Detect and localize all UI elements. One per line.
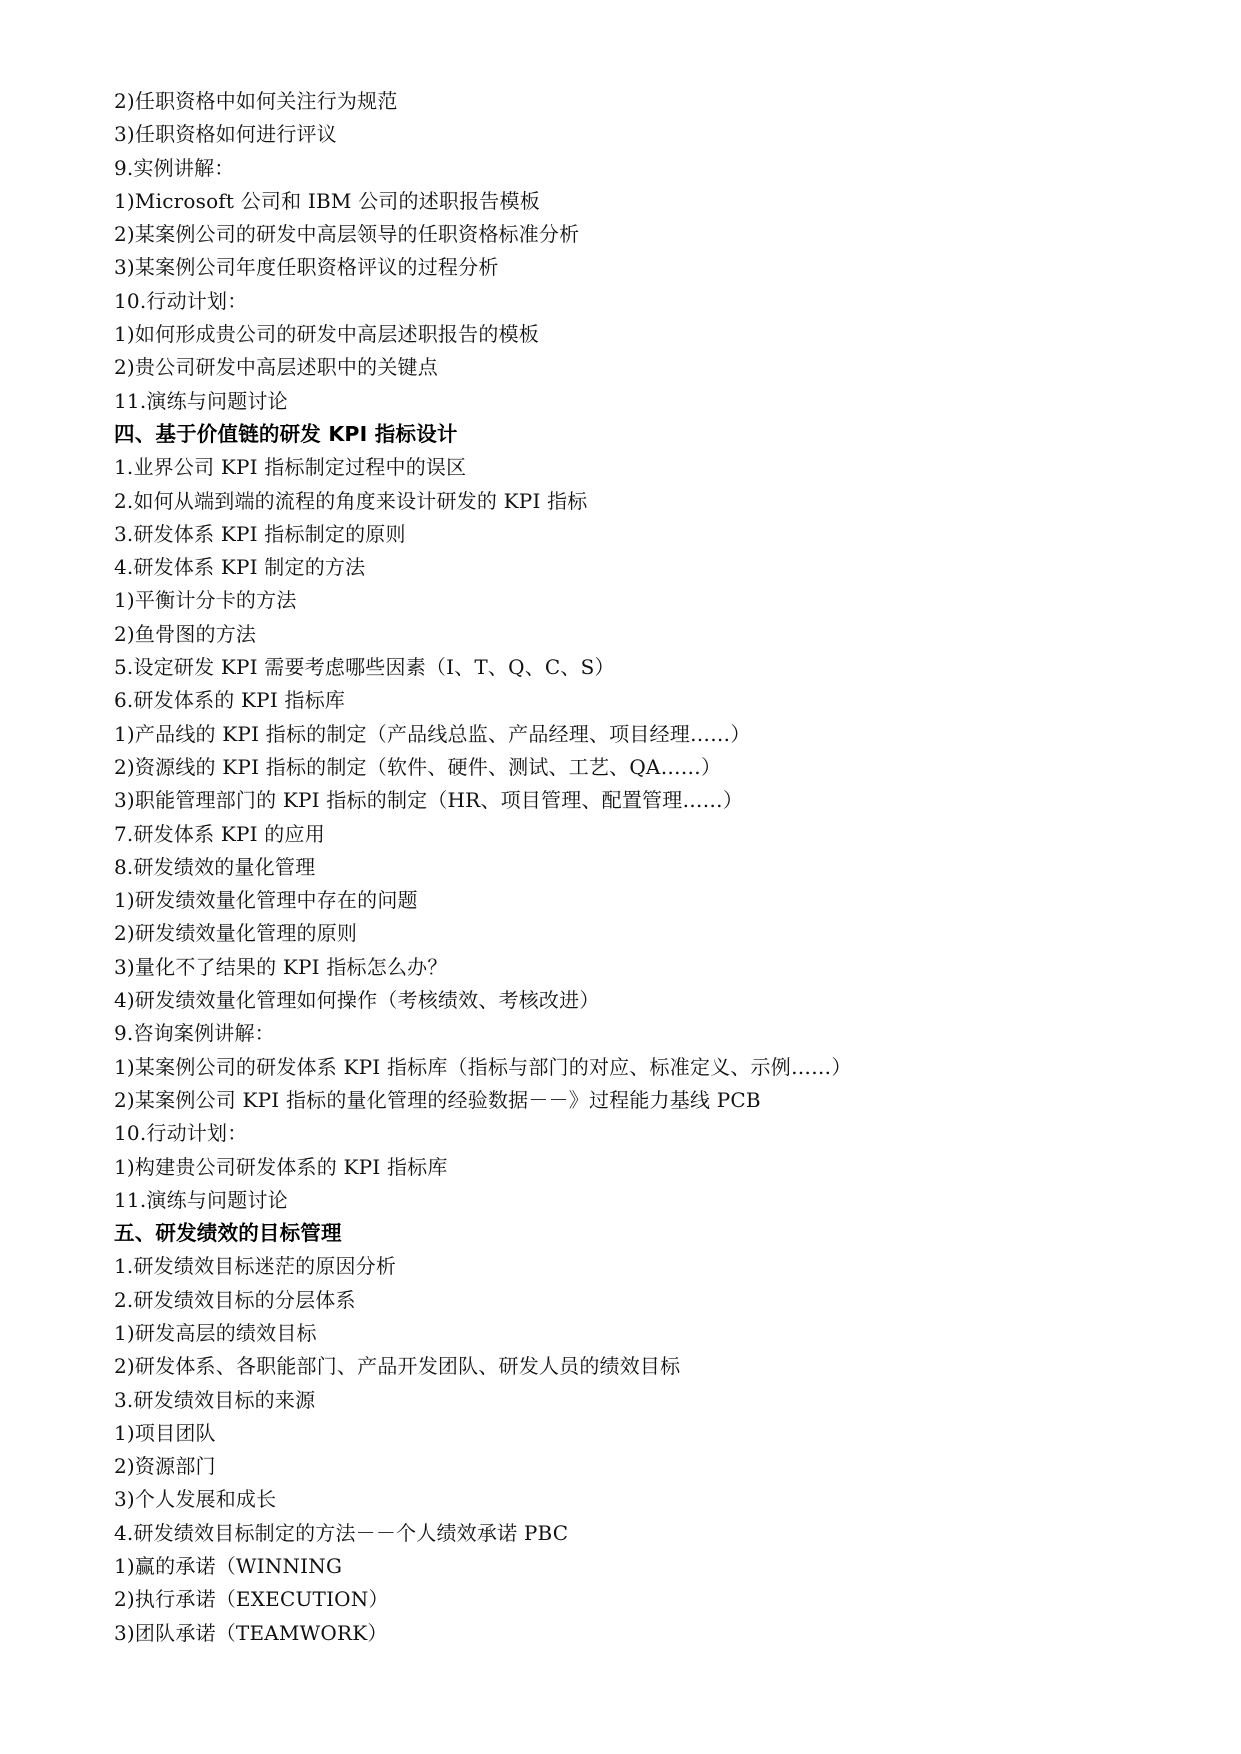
document-line: 1)研发绩效量化管理中存在的问题 — [114, 888, 418, 913]
document-line: 3.研发体系 KPI 指标制定的原则 — [114, 521, 406, 546]
document-line: 2)任职资格中如何关注行为规范 — [114, 89, 398, 113]
document-line: 11.演练与问题讨论 — [114, 1187, 288, 1212]
document-line: 2.如何从端到端的流程的角度来设计研发的 KPI 指标 — [114, 488, 588, 513]
document-line: 2)贵公司研发中高层述职中的关键点 — [114, 355, 438, 380]
document-line: 10.行动计划： — [114, 1121, 248, 1146]
document-line: 1)Microsoft 公司和 IBM 公司的述职报告模板 — [114, 188, 540, 213]
document-line: 2)某案例公司的研发中高层领导的任职资格标准分析 — [114, 222, 580, 247]
document-line: 3.研发绩效目标的来源 — [114, 1387, 316, 1412]
document-line: 3)任职资格如何进行评议 — [114, 122, 337, 147]
document-line: 1)平衡计分卡的方法 — [114, 588, 297, 613]
document-line: 2.研发绩效目标的分层体系 — [114, 1287, 356, 1312]
document-body — [114, 85, 1154, 1650]
document-line: 2)某案例公司 KPI 指标的量化管理的经验数据－－》过程能力基线 PCB — [114, 1087, 761, 1112]
document-line: 3)职能管理部门的 KPI 指标的制定（HR、项目管理、配置管理……） — [114, 788, 744, 813]
document-line: 3)个人发展和成长 — [114, 1487, 277, 1512]
document-line: 4.研发绩效目标制定的方法－－个人绩效承诺 PBC — [114, 1520, 569, 1545]
document-line: 1.业界公司 KPI 指标制定过程中的误区 — [114, 455, 467, 480]
document-line: 11.演练与问题讨论 — [114, 388, 288, 413]
document-line: 5.设定研发 KPI 需要考虑哪些因素（I、T、Q、C、S） — [114, 655, 615, 680]
document-line: 2)资源部门 — [114, 1454, 216, 1479]
document-line: 1)研发高层的绩效目标 — [114, 1320, 317, 1345]
document-line: 7.研发体系 KPI 的应用 — [114, 821, 325, 846]
document-line: 8.研发绩效的量化管理 — [114, 854, 316, 879]
document-line: 2)研发绩效量化管理的原则 — [114, 921, 358, 946]
document-line: 9.咨询案例讲解： — [114, 1021, 275, 1046]
document-line: 1)构建贵公司研发体系的 KPI 指标库 — [114, 1154, 448, 1179]
document-line: 3)某案例公司年度任职资格评议的过程分析 — [114, 255, 499, 280]
document-line: 1)产品线的 KPI 指标的制定（产品线总监、产品经理、项目经理……） — [114, 721, 751, 746]
document-line: 2)资源线的 KPI 指标的制定（软件、硬件、测试、工艺、QA……） — [114, 754, 722, 779]
document-line: 9.实例讲解： — [114, 155, 235, 180]
document-line: 1)赢的承诺（WINNING — [114, 1554, 343, 1579]
document-line: 4.研发体系 KPI 制定的方法 — [114, 555, 366, 580]
document-line: 2)鱼骨图的方法 — [114, 621, 257, 646]
section-heading: 五、研发绩效的目标管理 — [114, 1221, 342, 1246]
section-heading: 四、基于价值链的研发 KPI 指标设计 — [114, 421, 458, 446]
document-line: 2)研发体系、各职能部门、产品开发团队、研发人员的绩效目标 — [114, 1354, 681, 1379]
document-line: 3)团队承诺（TEAMWORK） — [114, 1620, 388, 1645]
document-line: 6.研发体系的 KPI 指标库 — [114, 688, 346, 713]
document-line: 2)执行承诺（EXECUTION） — [114, 1587, 389, 1612]
document-line: 4)研发绩效量化管理如何操作（考核绩效、考核改进） — [114, 988, 600, 1013]
document-line: 1)项目团队 — [114, 1420, 216, 1445]
document-line: 3)量化不了结果的 KPI 指标怎么办？ — [114, 954, 448, 979]
document-line: 10.行动计划： — [114, 288, 248, 313]
document-line: 1)某案例公司的研发体系 KPI 指标库（指标与部门的对应、标准定义、示例……） — [114, 1054, 852, 1079]
document-line: 1.研发绩效目标迷茫的原因分析 — [114, 1254, 397, 1279]
document-line: 1)如何形成贵公司的研发中高层述职报告的模板 — [114, 322, 539, 347]
